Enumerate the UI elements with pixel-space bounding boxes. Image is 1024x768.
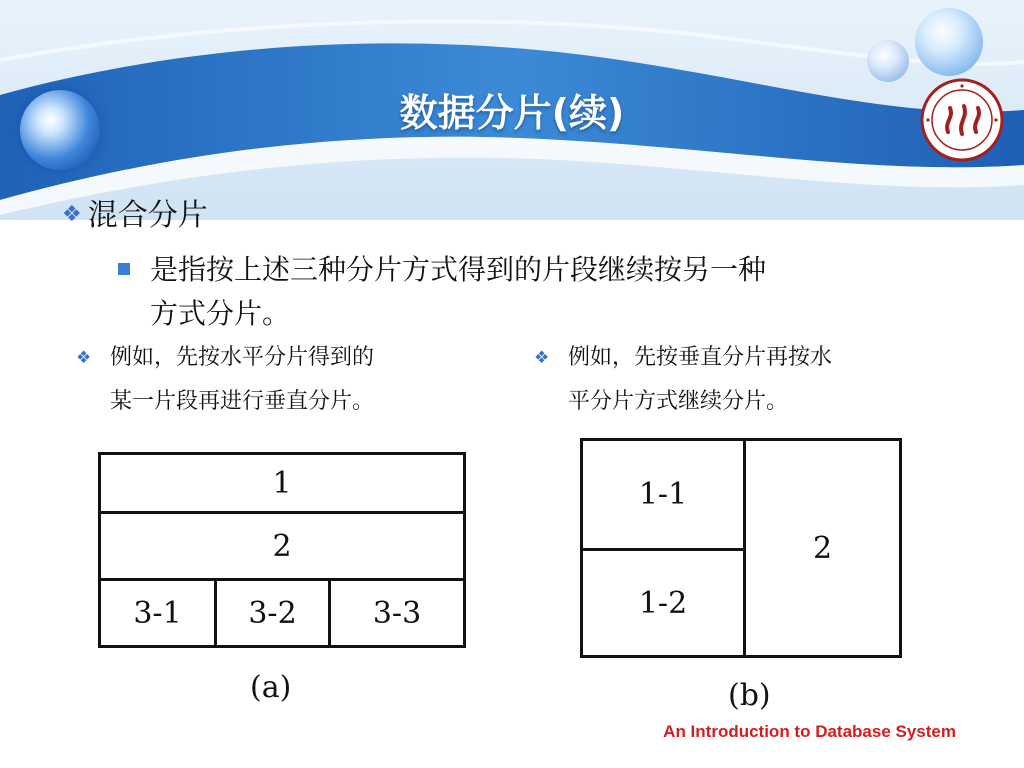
slide-title: 数据分片(续) [399, 91, 625, 135]
fragment-cell-3-2: 3-2 [214, 578, 331, 648]
diagram-a-caption: (a) [250, 670, 292, 705]
bullet-mixed-fragmentation [62, 190, 208, 234]
example-left [76, 336, 476, 424]
fragment-cell-1-1: 1-1 [580, 438, 746, 551]
fragment-cell-3-1: 3-1 [98, 578, 217, 648]
fragment-cell-1: 1 [98, 452, 466, 514]
fragment-cell-3-3: 3-3 [328, 578, 466, 648]
example-right-line-2: 平分片方式继续分片。 [568, 389, 789, 414]
fragment-cell-2: 2 [98, 511, 466, 581]
example-left-line-2: 某一片段再进行垂直分片。 [110, 389, 375, 414]
fragment-cell-2: 2 [743, 438, 902, 658]
diamond-bullet-icon: ❖ [76, 348, 92, 368]
square-bullet-icon [118, 263, 130, 275]
fragment-cell-1-2: 1-2 [580, 548, 746, 658]
decorative-orb-right-large [915, 8, 983, 76]
definition-line-1: 是指按上述三种分片方式得到的片段继续按另一种 [150, 253, 767, 286]
decorative-orb-right-small [867, 40, 909, 82]
diagram-a [98, 452, 466, 648]
diamond-bullet-icon: ❖ [62, 202, 82, 227]
footer-course-title: An Introduction to Database System [663, 722, 956, 741]
bullet-definition [118, 248, 898, 336]
example-left-line-1: 例如，先按水平分片得到的 [110, 345, 375, 370]
diagram-b [580, 438, 902, 658]
bullet-text: 混合分片 [87, 198, 208, 233]
definition-line-2: 方式分片。 [150, 297, 291, 330]
example-right-line-1: 例如，先按垂直分片再按水 [568, 345, 833, 370]
diamond-bullet-icon: ❖ [534, 348, 550, 368]
diagram-b-caption: (b) [728, 678, 771, 713]
example-right [534, 336, 934, 424]
